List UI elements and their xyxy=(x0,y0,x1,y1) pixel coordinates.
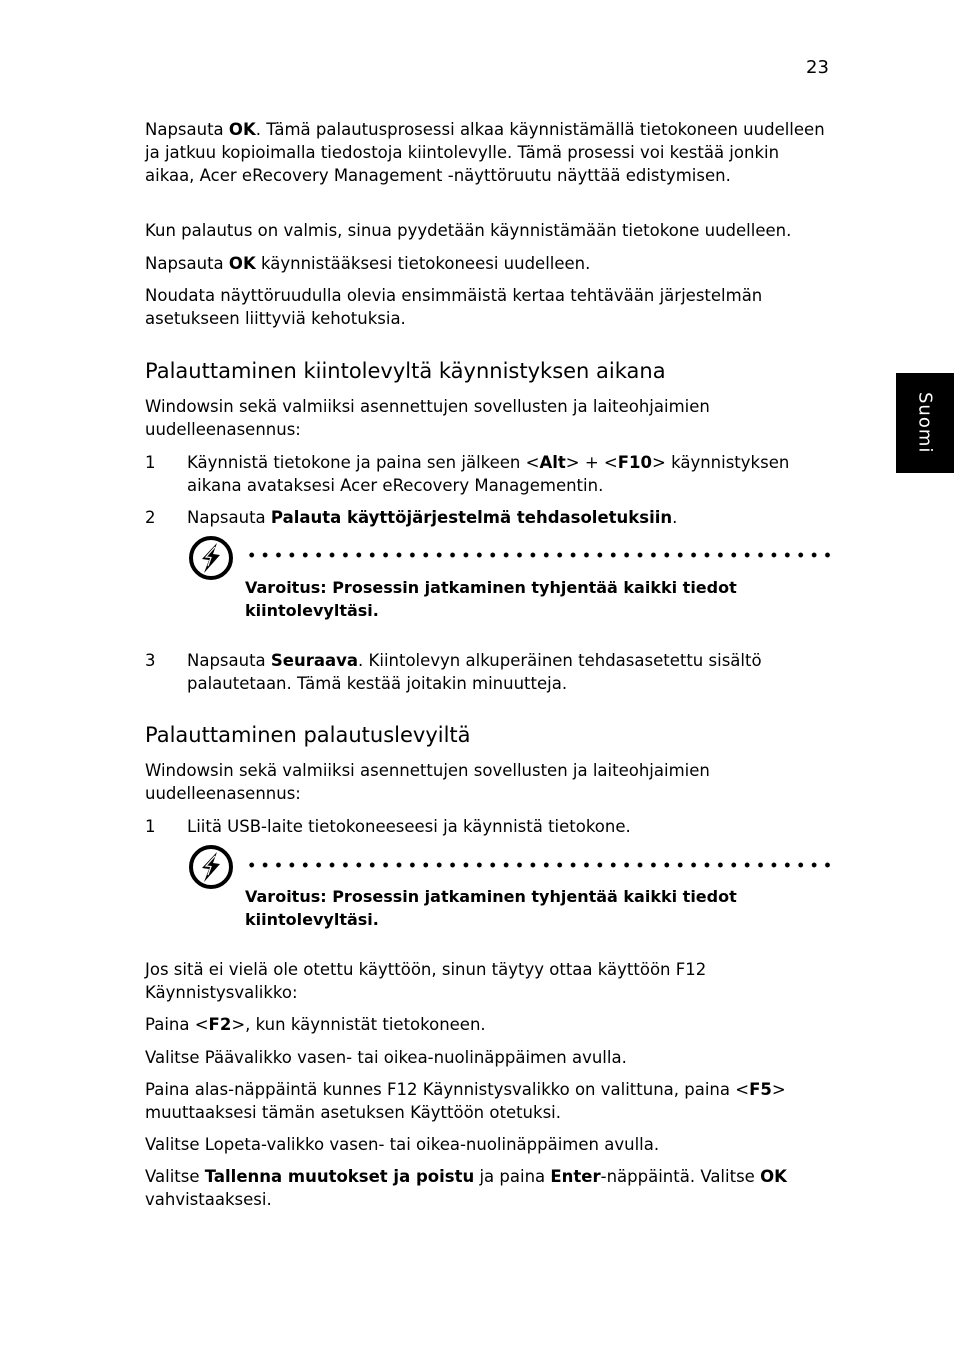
step-number: 3 xyxy=(145,651,156,670)
paragraph: Windowsin sekä valmiiksi asennettujen sovellusten ja laiteohjaimien uudelleenasennus: xyxy=(145,761,710,803)
text: Paina < xyxy=(145,1015,209,1034)
paragraph xyxy=(145,1165,830,1211)
text: ja paina xyxy=(474,1167,551,1186)
warning-lightning-icon xyxy=(187,534,235,582)
option-name: Seuraava xyxy=(270,651,359,670)
warning-text: Varoitus: Prosessin jatkaminen tyhjentää kaikki tiedot kiintolevyltäsi. xyxy=(245,887,737,929)
paragraph xyxy=(145,118,830,187)
text: Napsauta xyxy=(187,651,271,670)
page-number: 23 xyxy=(806,57,829,78)
step-text xyxy=(187,451,827,497)
text: -näppäintä. Valitse xyxy=(600,1167,761,1186)
option-name: Tallenna muutokset ja poistu xyxy=(204,1167,475,1186)
ok-keyword: OK xyxy=(228,254,256,273)
step-number: 1 xyxy=(145,453,156,472)
paragraph: Windowsin sekä valmiiksi asennettujen sovellusten ja laiteohjaimien uudelleenasennus: xyxy=(145,397,710,439)
text: Valitse xyxy=(145,1167,205,1186)
warning-divider xyxy=(245,862,833,868)
text: Napsauta xyxy=(187,508,271,527)
language-side-tab-label: Suomi xyxy=(914,392,936,454)
option-name: Palauta käyttöjärjestelmä tehdasoletuksiin xyxy=(270,508,673,527)
step-text: Liitä USB-laite tietokoneeseesi ja käynnistä tietokone. xyxy=(187,817,631,836)
text: > + < xyxy=(565,453,618,472)
paragraph xyxy=(145,252,830,275)
text: . Tämä palautusprosessi alkaa käynnistämällä tietokoneen uudelleen ja jatkuu kopioimalla tiedostoja kiintolevylle. Tämä prosessi voi kestää jonkin aikaa, Acer eRecovery Management -näyttöruutu näyttää edistymisen. xyxy=(145,120,825,185)
paragraph: Noudata näyttöruudulla olevia ensimmäistä kertaa tehtävään järjestelmän asetukseen liittyviä kehotuksia. xyxy=(145,286,763,328)
key-f5: F5 xyxy=(749,1080,772,1099)
key-alt: Alt xyxy=(539,453,566,472)
text: Napsauta xyxy=(145,254,229,273)
language-side-tab xyxy=(896,373,954,473)
text: käynnistääksesi tietokoneesi uudelleen. xyxy=(255,254,591,273)
step-number: 1 xyxy=(145,817,156,836)
ok-keyword: OK xyxy=(228,120,256,139)
text: Napsauta xyxy=(145,120,229,139)
step-number: 2 xyxy=(145,508,156,527)
paragraph xyxy=(145,1078,830,1124)
text: . Kiintolevyn alkuperäinen tehdasasetettu sisältö palautetaan. Tämä kestää joitakin minuutteja. xyxy=(187,651,762,693)
text: >, kun käynnistät tietokoneen. xyxy=(231,1015,486,1034)
text: Käynnistä tietokone ja paina sen jälkeen < xyxy=(187,453,540,472)
paragraph: Kun palautus on valmis, sinua pyydetään käynnistämään tietokone uudelleen. xyxy=(145,221,792,240)
key-enter: Enter xyxy=(550,1167,601,1186)
step-text xyxy=(187,649,827,695)
step-text xyxy=(187,506,827,529)
text: > käynnistyksen aikana avataksesi Acer eRecovery Managementin. xyxy=(187,453,790,495)
paragraph: Valitse Lopeta-valikko vasen- tai oikea-nuolinäppäimen avulla. xyxy=(145,1135,660,1154)
text: vahvistaaksesi. xyxy=(145,1190,272,1209)
warning-text: Varoitus: Prosessin jatkaminen tyhjentää kaikki tiedot kiintolevyltäsi. xyxy=(245,578,737,620)
warning-lightning-icon xyxy=(187,843,235,891)
warning-divider xyxy=(245,552,833,558)
key-f2: F2 xyxy=(208,1015,232,1034)
paragraph: Jos sitä ei vielä ole otettu käyttöön, sinun täytyy ottaa käyttöön F12 Käynnistysvalikko: xyxy=(145,960,707,1002)
text: Paina alas-näppäintä kunnes F12 Käynnistysvalikko on valittuna, paina < xyxy=(145,1080,750,1099)
paragraph: Valitse Päävalikko vasen- tai oikea-nuolinäppäimen avulla. xyxy=(145,1048,627,1067)
section-heading: Palauttaminen kiintolevyltä käynnistyksen aikana xyxy=(145,359,666,383)
paragraph xyxy=(145,1013,830,1036)
ok-keyword: OK xyxy=(760,1167,787,1186)
key-f10: F10 xyxy=(617,453,652,472)
text: . xyxy=(672,508,678,527)
section-heading: Palauttaminen palautuslevyiltä xyxy=(145,723,471,747)
text: > muuttaaksesi tämän asetuksen Käyttöön otetuksi. xyxy=(145,1080,786,1122)
